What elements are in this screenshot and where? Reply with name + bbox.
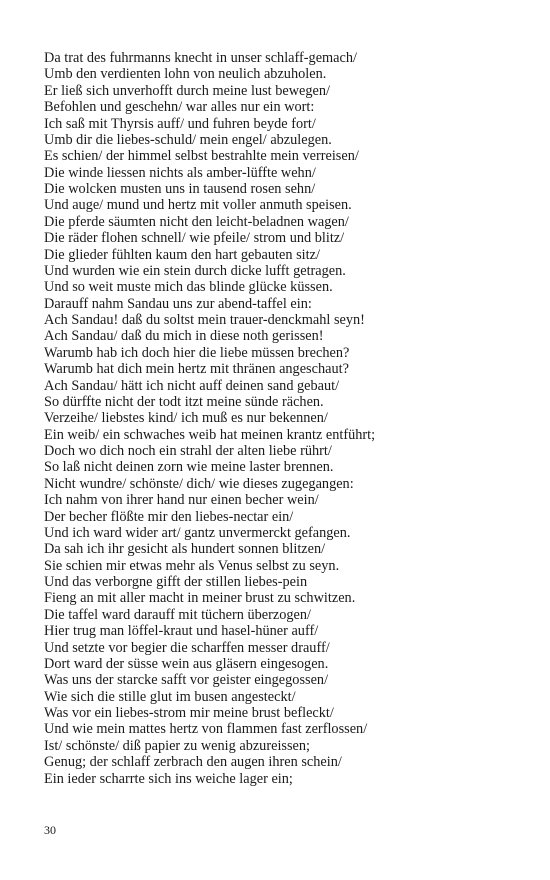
poem-line: Er ließ sich unverhofft durch meine lust bewegen/ xyxy=(44,82,330,99)
poem-line: Ach Sandau/ daß du mich in diese noth gerissen! xyxy=(44,328,324,345)
poem-line: Ach Sandau/ hätt ich nicht auff deinen sand gebaut/ xyxy=(44,377,340,394)
poem-line: Ein weib/ ein schwaches weib hat meinen krantz entführt; xyxy=(44,426,376,443)
poem-line: Es schien/ der himmel selbst bestrahlte mein verreisen/ xyxy=(44,148,359,165)
poem-line: Und ich ward wider art/ gantz unvermerckt gefangen. xyxy=(44,524,351,541)
poem-line: Ich saß mit Thyrsis auff/ und fuhren beyde fort/ xyxy=(44,115,316,132)
poem-line: Sie schien mir etwas mehr als Venus selbst zu seyn. xyxy=(44,557,340,574)
poem-text xyxy=(44,50,514,787)
poem-line: Und wie mein mattes hertz von flammen fast zerflossen/ xyxy=(44,721,368,738)
poem-line: Und auge/ mund und hertz mit voller anmuth speisen. xyxy=(44,197,352,214)
poem-line: Ach Sandau! daß du soltst mein trauer-denckmahl seyn! xyxy=(44,312,365,328)
poem-line: Genug; der schlaff zerbrach den augen ihren schein/ xyxy=(44,754,342,771)
poem-line: Die glieder fühlten kaum den hart gebauten sitz/ xyxy=(44,246,320,263)
poem-line: Die wolcken musten uns in tausend rosen sehn/ xyxy=(44,181,316,197)
poem-line: Die taffel ward darauff mit tüchern überzogen/ xyxy=(44,606,312,623)
poem-line: Warumb hat dich mein hertz mit thränen angeschaut? xyxy=(44,361,349,378)
poem-line: Und wurden wie ein stein durch dicke lufft getragen. xyxy=(44,262,346,279)
poem-line: Die pferde säumten nicht den leicht-beladnen wagen/ xyxy=(44,213,349,230)
poem-line: Fieng an mit aller macht in meiner brust zu schwitzen. xyxy=(44,590,356,607)
poem-line: Und das verborgne gifft der stillen liebes-pein xyxy=(44,574,308,590)
poem-line: Darauff nahm Sandau uns zur abend-taffel ein: xyxy=(44,295,312,312)
poem-line: Wie sich die stille glut im busen angesteckt/ xyxy=(44,688,296,705)
poem-line: Warumb hab ich doch hier die liebe müssen brechen? xyxy=(44,344,350,361)
poem-line: Da sah ich ihr gesicht als hundert sonnen blitzen/ xyxy=(44,541,326,558)
poem-line: Der becher flößte mir den liebes-nectar ein/ xyxy=(44,508,294,525)
poem-line: So dürffte nicht der todt itzt meine sünde rächen. xyxy=(44,393,324,410)
poem-line: Ein ieder scharrte sich ins weiche lager ein; xyxy=(44,770,293,787)
poem-line: Ist/ schönste/ diß papier zu wenig abzureissen; xyxy=(44,737,311,754)
page-number: 30 xyxy=(44,823,56,837)
poem-line: So laß nicht deinen zorn wie meine laster brennen. xyxy=(44,459,334,476)
poem-line: Ich nahm von ihrer hand nur einen becher wein/ xyxy=(44,492,319,509)
poem-line: Da trat des fuhrmanns knecht in unser schlaff-gemach/ xyxy=(44,50,357,66)
poem-line: Befohlen und geschehn/ war alles nur ein wort: xyxy=(44,99,315,116)
poem-line: Hier trug man löffel-kraut und hasel-hüner auff/ xyxy=(44,623,319,640)
poem-line: Nicht wundre/ schönste/ dich/ wie dieses zugegangen: xyxy=(44,475,354,492)
poem-line: Dort ward der süsse wein aus gläsern eingesogen. xyxy=(44,655,329,672)
poem-line: Umb den verdienten lohn von neulich abzuholen. xyxy=(44,66,327,83)
poem-line: Umb dir die liebes-schuld/ mein engel/ abzulegen. xyxy=(44,131,332,148)
poem-line: Verzeihe/ liebstes kind/ ich muß es nur bekennen/ xyxy=(44,410,328,427)
poem-line: Und setzte vor begier die scharffen messer drauff/ xyxy=(44,639,330,656)
poem-line: Die winde liessen nichts als amber-lüffte wehn/ xyxy=(44,164,316,181)
poem-line: Und so weit muste mich das blinde glücke küssen. xyxy=(44,279,333,296)
poem-line: Die räder flohen schnell/ wie pfeile/ strom und blitz/ xyxy=(44,230,345,247)
poem-line: Doch wo dich noch ein strahl der alten liebe rührt/ xyxy=(44,443,332,459)
poem-line: Was vor ein liebes-strom mir meine brust befleckt/ xyxy=(44,705,334,721)
poem-line: Was uns der starcke safft vor geister eingegossen/ xyxy=(44,672,329,689)
